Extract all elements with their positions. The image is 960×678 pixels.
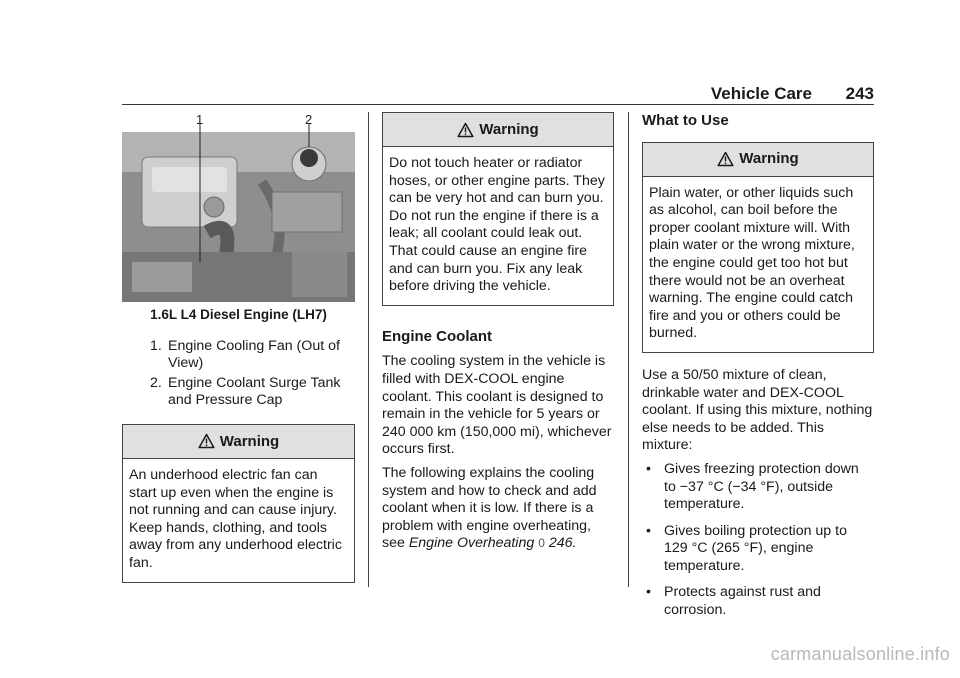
- section-heading-what-to-use: What to Use: [642, 112, 729, 129]
- bullet-list: [642, 461, 874, 620]
- list-number: 2.: [150, 374, 162, 391]
- paragraph: The following explains the cooling system and how to check and add coolant when it is low. If there is a problem with engine overheating, see Engine Overheating 0 246.: [382, 464, 597, 552]
- column-middle: [382, 112, 614, 559]
- warning-title: Warning: [219, 432, 280, 450]
- column-right: [642, 112, 874, 629]
- list-item: [150, 375, 355, 410]
- column-left: [122, 112, 355, 583]
- section-title: Vehicle Care: [710, 84, 812, 103]
- page-header: [122, 84, 874, 106]
- warning-body: An underhood electric fan can start up even when the engine is not running and can cause injury. Keep hands, clothing, and tools away from any underhood electric fan.: [129, 466, 342, 571]
- warning-body: Plain water, or other liquids such as alcohol, can boil before the proper coolant mixture will. With plain water or the wrong mixture, the engine could get too hot but there would not be an overheat warning. The engine could catch fire and you or others could be burned.: [649, 184, 855, 342]
- list-item: • Gives freezing protection down to −37 °C (−34 °F), outside temperature.: [646, 460, 859, 513]
- page-number: 243: [845, 84, 874, 103]
- bullet-icon: •: [646, 522, 651, 539]
- column-divider-2: [628, 112, 629, 587]
- callout-2: 2: [305, 112, 313, 127]
- warning-triangle-icon: [717, 151, 734, 167]
- parts-list: [122, 338, 355, 410]
- watermark: carmanualsonline.info: [770, 644, 950, 664]
- warning-box-hoses: [382, 112, 614, 306]
- warning-box-fan: [122, 424, 355, 583]
- figure-caption: 1.6L L4 Diesel Engine (LH7): [150, 307, 327, 322]
- warning-header: [123, 425, 354, 459]
- paragraph: Use a 50/50 mixture of clean, drinkable water and DEX-COOL coolant. If using this mixture, nothing else needs to be added. This mixture:: [642, 366, 873, 454]
- list-item: [150, 338, 355, 373]
- list-item: • Gives boiling protection up to 129 °C (265 °F), engine temperature.: [646, 522, 847, 574]
- column-divider-1: [368, 112, 369, 587]
- engine-bay-photo: [122, 112, 355, 302]
- warning-title: Warning: [479, 120, 539, 138]
- warning-triangle-icon: [198, 433, 215, 449]
- callout-1: 1: [196, 112, 204, 127]
- warning-header: [643, 143, 873, 177]
- paragraph: The cooling system in the vehicle is filled with DEX-COOL engine coolant. This coolant is designed to remain in the vehicle for 5 years or 240 000 km (150,000 mi), whichever occurs first.: [382, 353, 612, 458]
- warning-box-mixture: [642, 142, 874, 353]
- warning-triangle-icon: [457, 122, 474, 138]
- engine-bay-illustration: [122, 112, 355, 302]
- warning-body: Do not touch heater or radiator hoses, or other engine parts. They can be very hot and can burn you. Do not run the engine if there is a leak; all coolant could leak out. That could cause an engine fire and can burn you. Fix any leak before driving the vehicle.: [389, 155, 605, 295]
- engine-overheating-link[interactable]: Engine Overheating 0 246.: [408, 535, 577, 552]
- section-heading-engine-coolant: Engine Coolant: [382, 327, 492, 345]
- list-item: • Protects against rust and corrosion.: [646, 584, 821, 619]
- list-text: Engine Coolant Surge Tank and Pressure Cap: [168, 374, 341, 409]
- page-ref-icon: 0: [538, 536, 545, 551]
- warning-title: Warning: [739, 150, 799, 168]
- warning-header: [383, 113, 613, 147]
- header-rule: [122, 104, 874, 105]
- list-text: Engine Cooling Fan (Out of View): [168, 337, 340, 372]
- bullet-icon: •: [646, 460, 651, 477]
- bullet-icon: •: [646, 584, 651, 601]
- list-number: 1.: [150, 337, 162, 354]
